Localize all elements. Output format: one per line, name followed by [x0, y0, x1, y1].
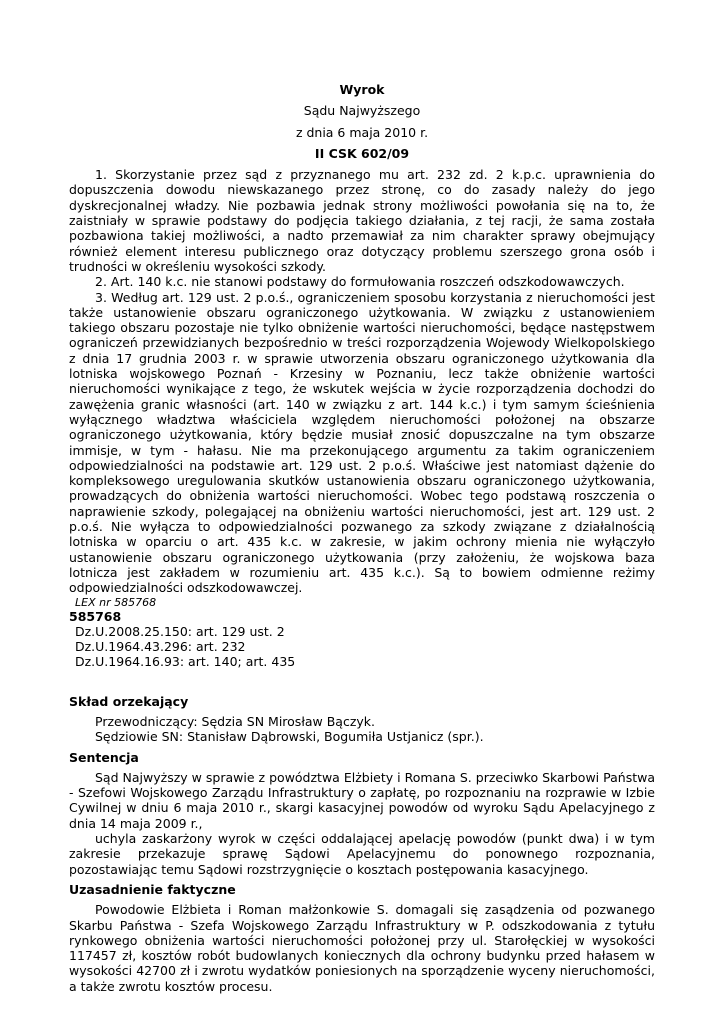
sentence-paragraph-2: uchyla zaskarżony wyrok w części oddalającej apelację powodów (punkt dwa) i w tym zakresie przekazuje sprawę Sądowi Apelacyjnemu do ponownego rozpoznania, pozostawiając temu Sądowi rozstrzygnięcie o kosztach postępowania kasacyjnego. — [69, 831, 655, 877]
document-title: Wyrok — [339, 82, 385, 97]
legal-reference-item: Dz.U.2008.25.150: art. 129 ust. 2 — [75, 623, 285, 639]
panel-heading: Skład orzekający — [69, 693, 189, 709]
legal-references — [75, 624, 655, 670]
thesis-3: 3. Według art. 129 ust. 2 p.o.ś., ograniczeniem sposobu korzystania z nieruchomości jest także ustanowienie obszaru ograniczonego użytkowania. W związku z ustanowieniem takiego obszaru pozostaje nie tylko obniżenie wartości nieruchomości, będące następstwem ograniczeń przewidzianych bezpośrednio w treści rozporządzenia Wojewody Wielkopolskiego z dnia 17 grudnia 2003 r. w sprawie utworzenia obszaru ograniczonego użytkowania dla lotniska wojskowego Poznań - Krzesiny w Poznaniu, lecz także obniżenie wartości nieruchomości wynikające z tego, że wskutek wejścia w życie rozporządzenia dochodzi do zawężenia granic własności (art. 140 w związku z art. 144 k.c.) i tym samym ścieśnienia wyłącznego władztwa właściciela względem nieruchomości położonej na obszarze ograniczonego użytkowania, który będzie musiał znosić dopuszczalne na tym obszarze immisje, w tym - hałasu. Nie ma przekonującego argumentu za takim ograniczeniem odpowiedzialności na podstawie art. 129 ust. 2 p.o.ś. Właściwe jest natomiast dążenie do kompleksowego uregulowania skutków ustanowienia obszaru ograniczonego użytkowania, prowadzących do obniżenia wartości nieruchomości. Wobec tego podstawą roszczenia o naprawienie szkody, polegającej na obniżeniu wartości nieruchomości, jest art. 129 ust. 2 p.o.ś. Nie wyłącza to odpowiedzialności pozwanego za szkody związane z działalnością lotniska w oparciu o art. 435 k.c. w zakresie, w jakim ochrony mienia nie wyłączyło ustanowienie obszaru ograniczonego użytkowania (przy założeniu, że wojskowa baza lotnicza jest zakładem w rozumieniu art. 435 k.c.). Są to bowiem odmienne reżimy odpowiedzialności odszkodowawczej. — [69, 289, 655, 596]
lex-reference: LEX nr 585768 — [75, 595, 157, 609]
thesis-1: 1. Skorzystanie przez sąd z przyznanego mu art. 232 zd. 2 k.p.c. uprawnienia do dopuszczenia dowodu niewskazanego przez stronę, co do zasady należy do jego dyskrecjonalnej władzy. Nie pozbawia jednak strony możliwości powołania się na to, że zaistniały w sprawie podstawy do podjęcia takiego działania, z tej racji, że sama została pozbawiona takiej możliwości, a nadto przemawiał za nim charakter sprawy obejmujący również element interesu publicznego oraz dotyczący problemu szerszego grona osób i trudności w określeniu wysokości szkody. — [69, 167, 655, 274]
legal-reference-item: Dz.U.1964.43.296: art. 232 — [75, 639, 246, 655]
judgment-date: z dnia 6 maja 2010 r. — [295, 124, 429, 140]
sentence-heading: Sentencja — [69, 749, 139, 765]
thesis-2: 2. Art. 140 k.c. nie stanowi podstawy do formułowania roszczeń odszkodowawczych. — [95, 274, 625, 290]
court-name: Sądu Najwyższego — [303, 103, 421, 119]
facts-heading: Uzasadnienie faktyczne — [69, 881, 236, 897]
lex-number: 585768 — [69, 608, 122, 624]
panel-chair: Przewodniczący: Sędzia SN Mirosław Bączyk. — [95, 713, 376, 729]
facts-paragraph-1: Powodowie Elżbieta i Roman małżonkowie S. domagali się zasądzenia od pozwanego Skarbu Państwa - Szefa Wojskowego Zarządu Infrastruktury w P. odszkodowania z tytułu rynkowego obniżenia wartości nieruchomości położonej przy ul. Starołęckiej w wysokości 117457 zł, kosztów robót budowlanych koniecznych dla ochrony budynku przed hałasem w wysokości 42700 zł i zwrotu wydatków poniesionych na sporządzenie wyceny nieruchomości, a także zwrotu kosztów procesu. — [69, 902, 655, 994]
panel-judges: Sędziowie SN: Stanisław Dąbrowski, Bogumiła Ustjanicz (spr.). — [95, 729, 484, 745]
document-page — [69, 82, 655, 994]
panel-members — [95, 714, 655, 745]
case-signature: II CSK 602/09 — [314, 145, 410, 161]
legal-reference-item: Dz.U.1964.16.93: art. 140; art. 435 — [75, 654, 296, 670]
sentence-paragraph-1: Sąd Najwyższy w sprawie z powództwa Elżbiety i Romana S. przeciwko Skarbowi Państwa - Szefowi Wojskowego Zarządu Infrastruktury o zapłatę, po rozpoznaniu na rozprawie w Izbie Cywilnej w dniu 6 maja 2010 r., skargi kasacyjnej powodów od wyroku Sądu Apelacyjnego z dnia 14 maja 2009 r., — [69, 769, 655, 831]
